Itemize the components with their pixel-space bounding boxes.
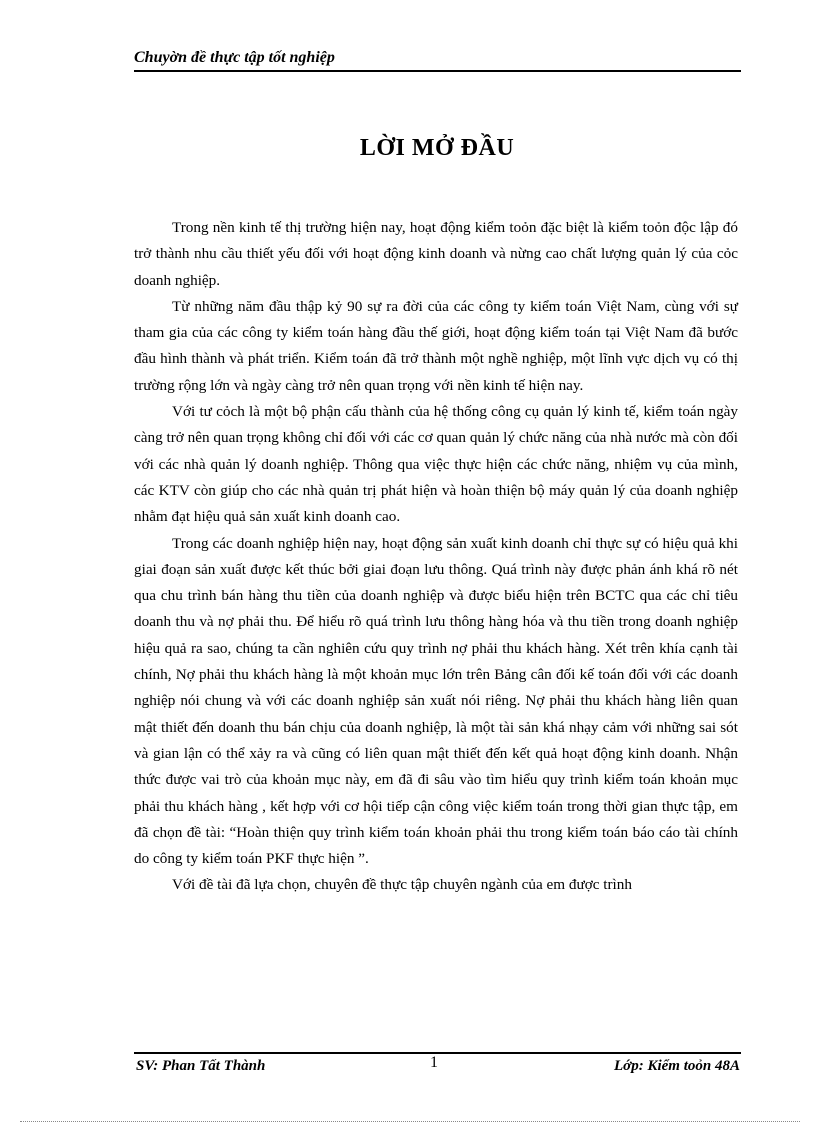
page-footer — [134, 1056, 740, 1078]
footer-class: Lớp: Kiểm toỏn 48A — [614, 1058, 740, 1074]
paragraph: Với đề tài đã lựa chọn, chuyên đề thực tập chuyên ngành của em được trình — [172, 876, 632, 894]
paragraph: Trong các doanh nghiệp hiện nay, hoạt động sản xuất kinh doanh chỉ thực sự có hiệu quả khi giai đoạn sản xuất được kết thúc bởi giai đoạn lưu thông. Quá trình này được phản ánh khá rõ nét qua chu trình bán hàng thu tiền của doanh nghiệp và được biểu hiện trên BCTC qua các chỉ tiêu doanh thu và nợ phải thu. Để hiểu rõ quá trình lưu thông hàng hóa và thu tiền trong doanh nghiệp hiệu quả ra sao, chúng ta cần nghiên cứu quy trình nợ phải thu khách hàng. Xét trên khía cạnh tài chính, Nợ phải thu khách hàng là một khoản mục lớn trên Bảng cân đối kế toán đối với các doanh nghiệp nói chung và với các doanh nghiệp sản xuất nói riêng. Nợ phải thu khách hàng liên quan mật thiết đến doanh thu bán chịu của doanh nghiệp, là một tài sản khá nhạy cảm với những sai sót và gian lận có thể xảy ra và cũng có liên quan mật thiết đến kết quả hoạt động kinh doanh. Nhận thức được vai trò của khoản mục này, em đã đi sâu vào tìm hiểu quy trình kiểm toán khoản mục phải thu khách hàng , kết hợp với cơ hội tiếp cận công việc kiểm toán trong thời gian thực tập, em đã chọn đề tài: “Hoàn thiện quy trình kiểm toán khoản phải thu trong kiểm toán báo cáo tài chính do công ty kiểm toán PKF thực hiện ”. — [134, 534, 738, 868]
page-edge-dotted-line — [20, 1121, 800, 1122]
body-text — [134, 215, 738, 899]
paragraph: Trong nền kinh tế thị trường hiện nay, hoạt động kiểm toỏn đặc biệt là kiểm toỏn độc lập đó trở thành nhu cầu thiết yếu đối với hoạt động kinh doanh và nừng cao chất lượng quản lý của cỏc doanh nghiệp. — [134, 219, 738, 289]
paragraph: Với tư cỏch là một bộ phận cấu thành của hệ thống công cụ quản lý kinh tế, kiểm toán ngày càng trở nên quan trọng không chỉ đối với các cơ quan quản lý chức năng của nhà nước mà còn đối với các nhà quản lý doanh nghiệp. Thông qua việc thực hiện các chức năng, nhiệm vụ của mình, các KTV còn giúp cho các nhà quản trị phát hiện và hoàn thiện bộ máy quản lý của doanh nghiệp nhằm đạt hiệu quả sản xuất kinh doanh cao. — [134, 403, 738, 526]
header-divider — [134, 70, 741, 72]
footer-student-name: SV: Phan Tất Thành — [136, 1058, 266, 1074]
page-number: 1 — [430, 1054, 438, 1071]
paragraph: Từ những năm đầu thập kỷ 90 sự ra đời của các công ty kiểm toán Việt Nam, cùng với sự tham gia của các công ty kiểm toán hàng đầu thế giới, hoạt động kiểm toán tại Việt Nam đã bước đầu hình thành và phát triển. Kiểm toán đã trở thành một nghề nghiệp, một lĩnh vực dịch vụ có thị trường rộng lớn và ngày càng trở nên quan trọng với nền kinh tế hiện nay. — [134, 297, 738, 394]
document-title: LỜI MỞ ĐẦU — [359, 135, 515, 161]
page-header: Chuyờn đề thực tập tốt nghiệp — [134, 49, 335, 66]
